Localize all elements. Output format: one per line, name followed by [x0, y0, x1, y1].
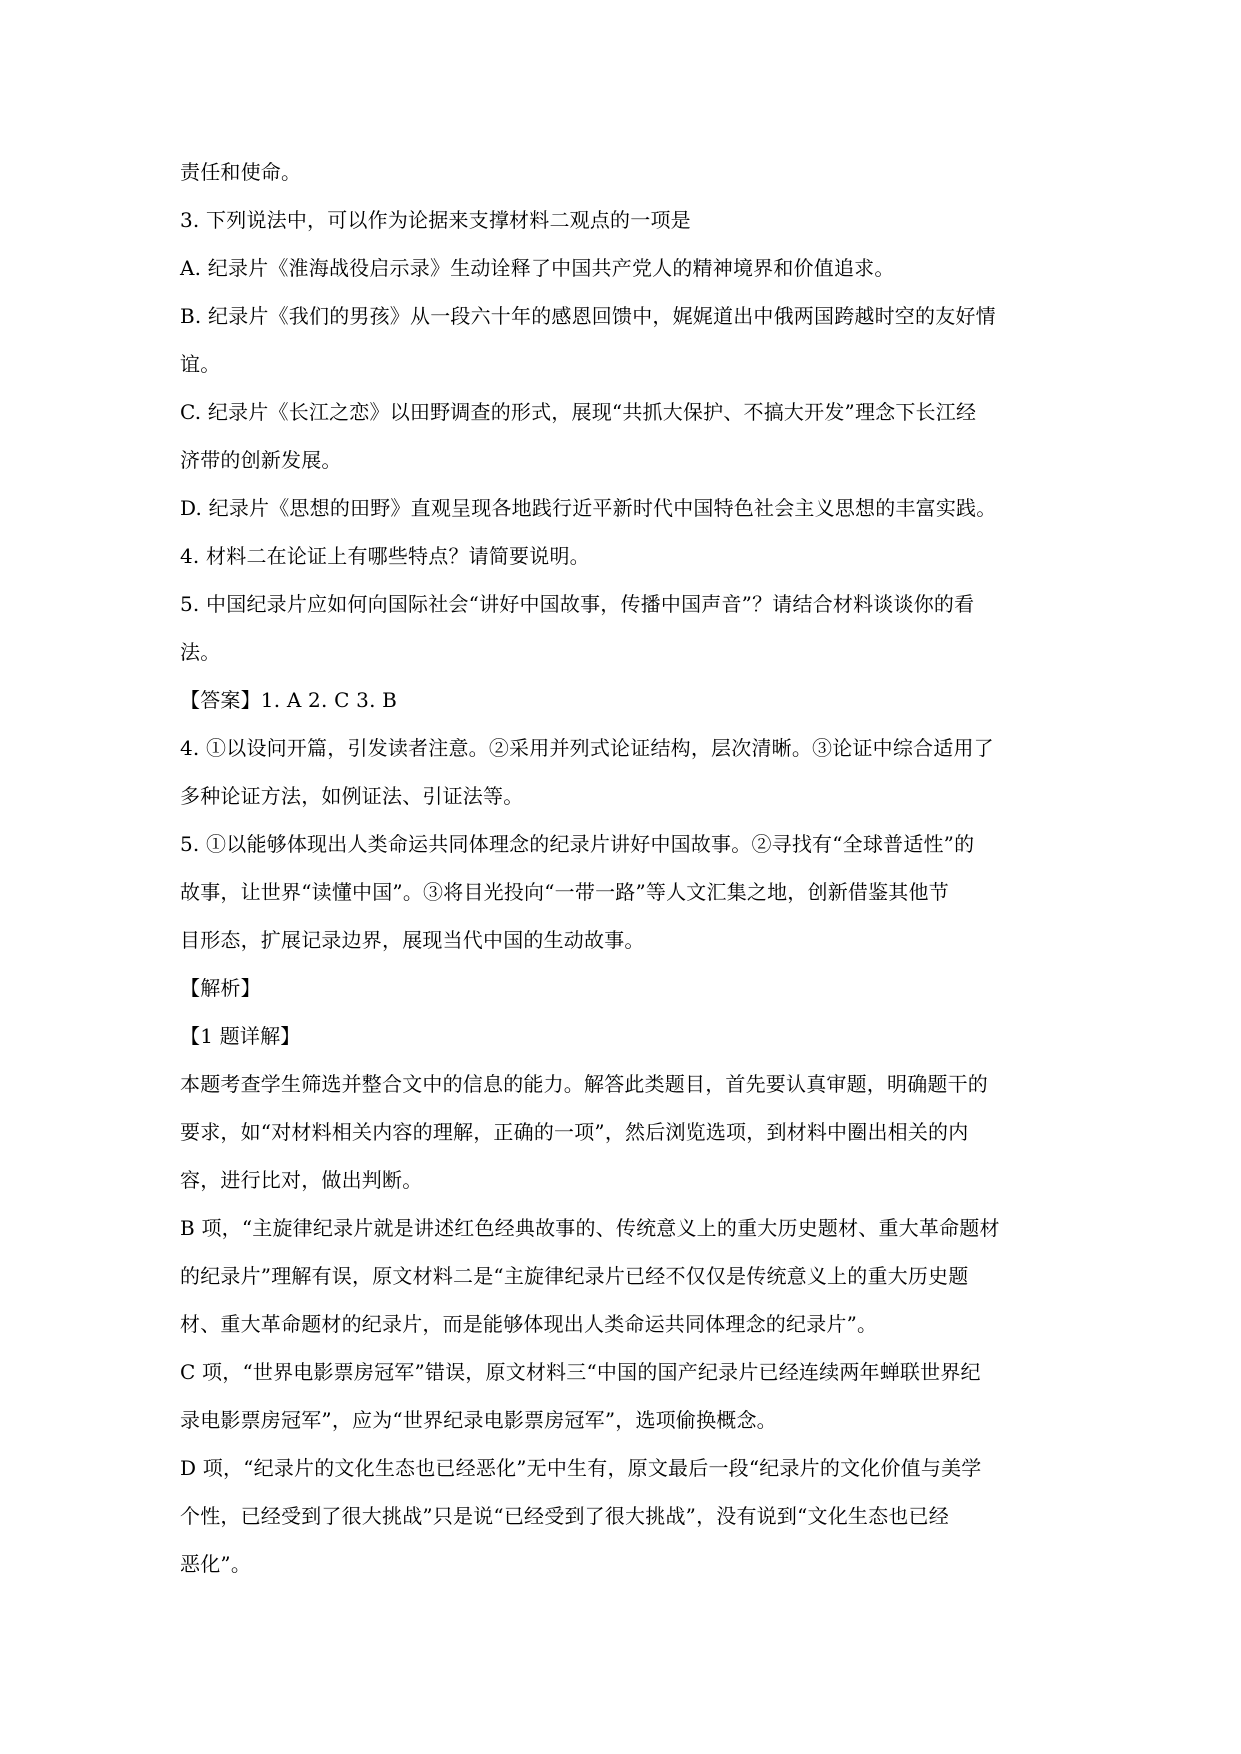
- answer-5-cont-2: 目形态，扩展记录边界，展现当代中国的生动故事。: [180, 928, 645, 952]
- analysis-d-cont-2: 恶化”。: [180, 1552, 252, 1576]
- option-c: C. 纪录片《长江之恋》以田野调查的形式，展现“共抓大保护、不搞大开发”理念下长江经: [180, 400, 977, 424]
- analysis-paragraph: 本题考查学生筛选并整合文中的信息的能力。解答此类题目，首先要认真审题，明确题干的: [180, 1072, 988, 1096]
- option-c-cont: 济带的创新发展。: [180, 448, 342, 472]
- option-b: B. 纪录片《我们的男孩》从一段六十年的感恩回馈中，娓娓道出中俄两国跨越时空的友好情: [180, 304, 996, 328]
- q1-detail-heading: 【1 题详解】: [180, 1024, 301, 1048]
- option-b-cont: 谊。: [180, 352, 221, 376]
- option-d: D. 纪录片《思想的田野》直观呈现各地践行近平新时代中国特色社会主义思想的丰富实践。: [180, 496, 997, 520]
- question-3: 3. 下列说法中，可以作为论据来支撑材料二观点的一项是: [180, 208, 691, 232]
- analysis-b: B 项，“主旋律纪录片就是讲述红色经典故事的、传统意义上的重大历史题材、重大革命题材: [180, 1216, 1000, 1240]
- analysis-c-cont: 录电影票房冠军”，应为“世界纪录电影票房冠军”，选项偷换概念。: [180, 1408, 777, 1432]
- answer-4: 4. ①以设问开篇，引发读者注意。②采用并列式论证结构，层次清晰。③论证中综合适用了: [180, 736, 994, 760]
- analysis-d: D 项，“纪录片的文化生态也已经恶化”无中生有，原文最后一段“纪录片的文化价值与美学: [180, 1456, 982, 1480]
- analysis-b-cont-2: 材、重大革命题材的纪录片，而是能够体现出人类命运共同体理念的纪录片”。: [180, 1312, 878, 1336]
- question-5-cont: 法。: [180, 640, 221, 664]
- analysis-paragraph-cont: 要求，如“对材料相关内容的理解，正确的一项”，然后浏览选项，到材料中圈出相关的内: [180, 1120, 969, 1144]
- option-a: A. 纪录片《淮海战役启示录》生动诠释了中国共产党人的精神境界和价值追求。: [180, 256, 895, 280]
- analysis-d-cont: 个性，已经受到了很大挑战”只是说“已经受到了很大挑战”，没有说到“文化生态也已经: [180, 1504, 949, 1528]
- answer-4-cont: 多种论证方法，如例证法、引证法等。: [180, 784, 524, 808]
- analysis-paragraph-cont-2: 容，进行比对，做出判断。: [180, 1168, 423, 1192]
- answer-5-cont: 故事，让世界“读懂中国”。③将目光投向“一带一路”等人文汇集之地，创新借鉴其他节: [180, 880, 949, 904]
- question-5: 5. 中国纪录片应如何向国际社会“讲好中国故事，传播中国声音”？请结合材料谈谈你的看: [180, 592, 975, 616]
- question-4: 4. 材料二在论证上有哪些特点？请简要说明。: [180, 544, 590, 568]
- answer-heading: 【答案】1. A 2. C 3. B: [180, 688, 398, 712]
- answer-5: 5. ①以能够体现出人类命运共同体理念的纪录片讲好中国故事。②寻找有“全球普适性”的: [180, 832, 975, 856]
- text-line: 责任和使命。: [180, 160, 302, 184]
- analysis-b-cont: 的纪录片”理解有误，原文材料二是“主旋律纪录片已经不仅仅是传统意义上的重大历史题: [180, 1264, 969, 1288]
- document-page: [180, 148, 1070, 1588]
- analysis-heading: 【解析】: [180, 976, 261, 1000]
- analysis-c: C 项，“世界电影票房冠军”错误，原文材料三“中国的国产纪录片已经连续两年蝉联世界纪: [180, 1360, 981, 1384]
